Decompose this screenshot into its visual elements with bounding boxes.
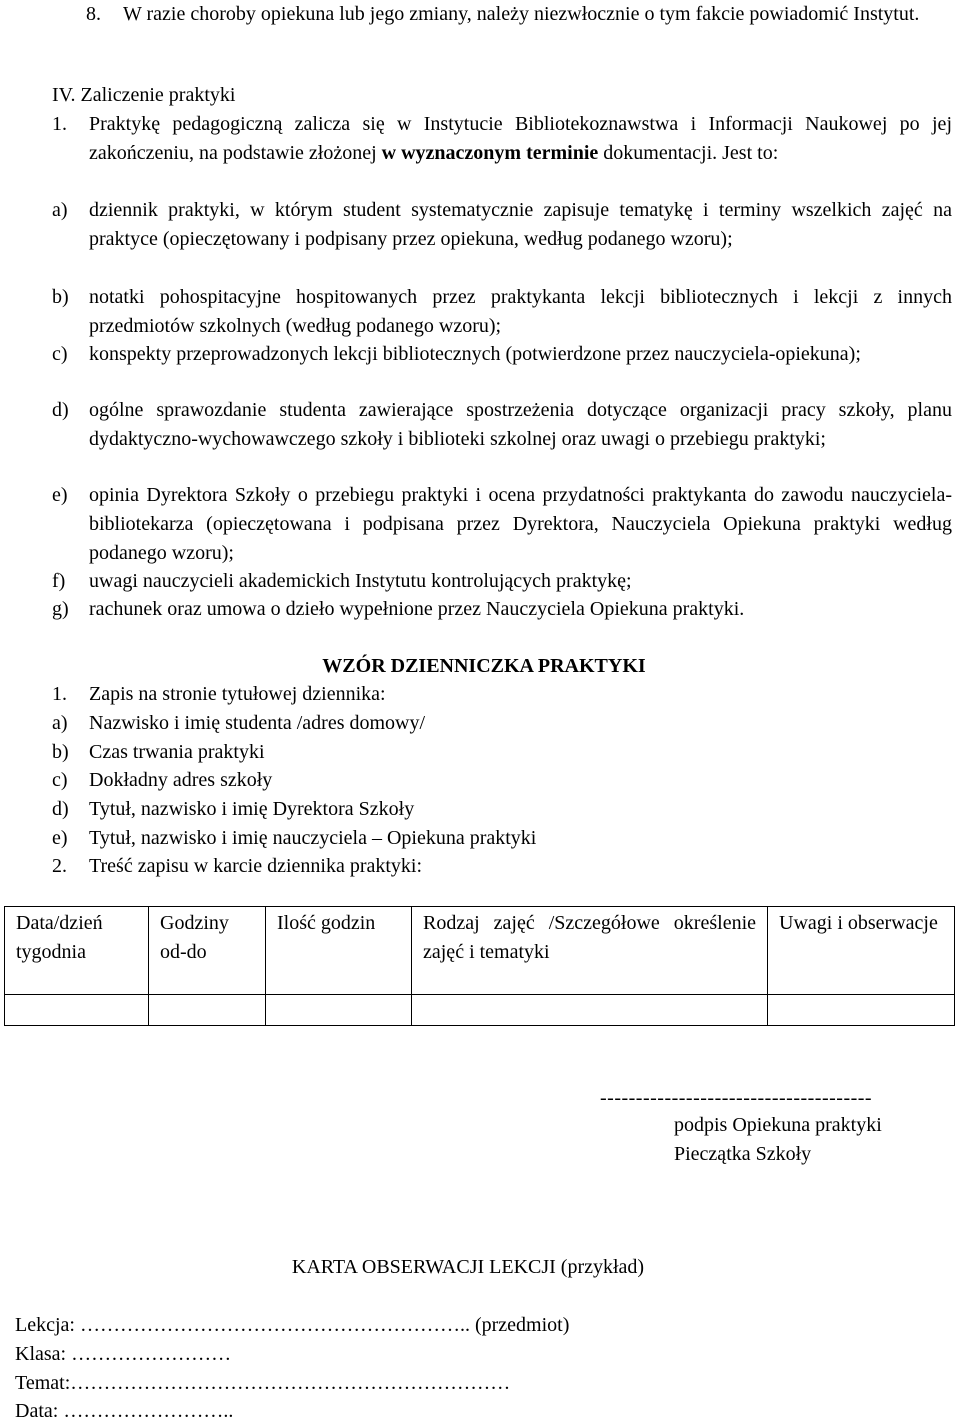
item-8-text: W razie choroby opiekuna lub jego zmiany, należy niezwłocznie o tym fakcie powiadomić Instytut. <box>123 3 920 25</box>
table-cell[interactable] <box>5 995 149 1026</box>
header-cell-count: Ilość godzin <box>266 907 412 995</box>
signature-line: -------------------------------------- <box>600 1087 873 1109</box>
table-cell[interactable] <box>149 995 266 1026</box>
field-lesson: Lekcja: ………………………………………………….. (przedmiot) <box>15 1314 570 1336</box>
field-date: Data: …………………….. <box>15 1400 234 1422</box>
title-page-item-b: b) Czas trwania praktyki <box>52 741 265 763</box>
doc-list-e: e) opinia Dyrektora Szkoły o przebiegu praktyki i ocena przydatności praktykanta do zawodu nauczyciela-bibliotekarza (opieczętowana i podpisana przez Dyrektora, Nauczyciela Opiekuna praktyki według podanego wzoru); <box>52 484 952 564</box>
item-1-number: 1. <box>52 113 67 135</box>
table-cell[interactable] <box>768 995 955 1026</box>
diary-point-1: 1. Zapis na stronie tytułowej dziennika: <box>52 683 386 705</box>
observation-card-title: KARTA OBSERWACJI LEKCJI (przykład) <box>291 1256 645 1278</box>
field-topic: Temat:………………………………………………………… <box>15 1372 511 1394</box>
item-1 <box>52 110 952 168</box>
header-cell-notes: Uwagi i obserwacje <box>768 907 955 995</box>
field-class: Klasa: …………………… <box>15 1343 232 1365</box>
signature-label: podpis Opiekuna praktyki <box>674 1114 882 1136</box>
table-cell[interactable] <box>412 995 768 1026</box>
title-page-item-d: d) Tytuł, nazwisko i imię Dyrektora Szkoły <box>52 798 415 820</box>
table-row <box>5 995 955 1026</box>
title-page-item-a: a) Nazwisko i imię studenta /adres domowy/ <box>52 712 426 734</box>
diary-point-2: 2. Treść zapisu w karcie dziennika praktyki: <box>52 855 423 877</box>
school-stamp-label: Pieczątka Szkoły <box>674 1143 812 1165</box>
item-8 <box>86 0 952 29</box>
item-8-number: 8. <box>86 3 101 25</box>
header-cell-date: Data/dzień tygodnia <box>5 907 149 995</box>
table-header-row <box>5 907 955 995</box>
doc-list-b: b) notatki pohospitacyjne hospitowanych przez praktykanta lekcji bibliotecznych i lekcji z innych przedmiotów szkolnych (według podanego wzoru); <box>52 286 952 337</box>
doc-list-g: g) rachunek oraz umowa o dzieło wypełnione przez Nauczyciela Opiekuna praktyki. <box>52 598 745 620</box>
doc-list-a: a) dziennik praktyki, w którym student systematycznie zapisuje tematykę i terminy wszelkich zajęć na praktyce (opieczętowany i podpisany przez opiekuna, według podanego wzoru); <box>52 199 952 250</box>
doc-list-c: c) konspekty przeprowadzonych lekcji bibliotecznych (potwierdzone przez nauczyciela-opiekuna); <box>52 343 861 365</box>
item-1-text: Praktykę pedagogiczną zalicza się w Instytucie Bibliotekoznawstwa i Informacji Naukowej po jej zakończeniu, na podstawie złożonej w wyznaczonym terminie dokumentacji. Jest to: <box>89 113 952 164</box>
title-page-item-c: c) Dokładny adres szkoły <box>52 769 273 791</box>
item-1-bold: w wyznaczonym terminie <box>381 142 599 164</box>
table-cell[interactable] <box>266 995 412 1026</box>
diary-template-title: WZÓR DZIENNICZKA PRAKTYKI <box>322 655 646 677</box>
doc-list-f: f) uwagi nauczycieli akademickich Instytutu kontrolujących praktykę; <box>52 570 632 592</box>
header-cell-activity: Rodzaj zajęć /Szczegółowe określenie zajęć i tematyki <box>412 907 768 995</box>
diary-table <box>4 906 955 1026</box>
title-page-item-e: e) Tytuł, nazwisko i imię nauczyciela – Opiekuna praktyki <box>52 827 537 849</box>
header-cell-hours: Godziny od-do <box>149 907 266 995</box>
chapter-heading: IV. Zaliczenie praktyki <box>52 84 236 106</box>
doc-list-d: d) ogólne sprawozdanie studenta zawierające spostrzeżenia dotyczące organizacji pracy szkoły, planu dydaktyczno-wychowawczego szkoły i biblioteki szkolnej oraz uwagi o przebiegu praktyki; <box>52 399 952 450</box>
